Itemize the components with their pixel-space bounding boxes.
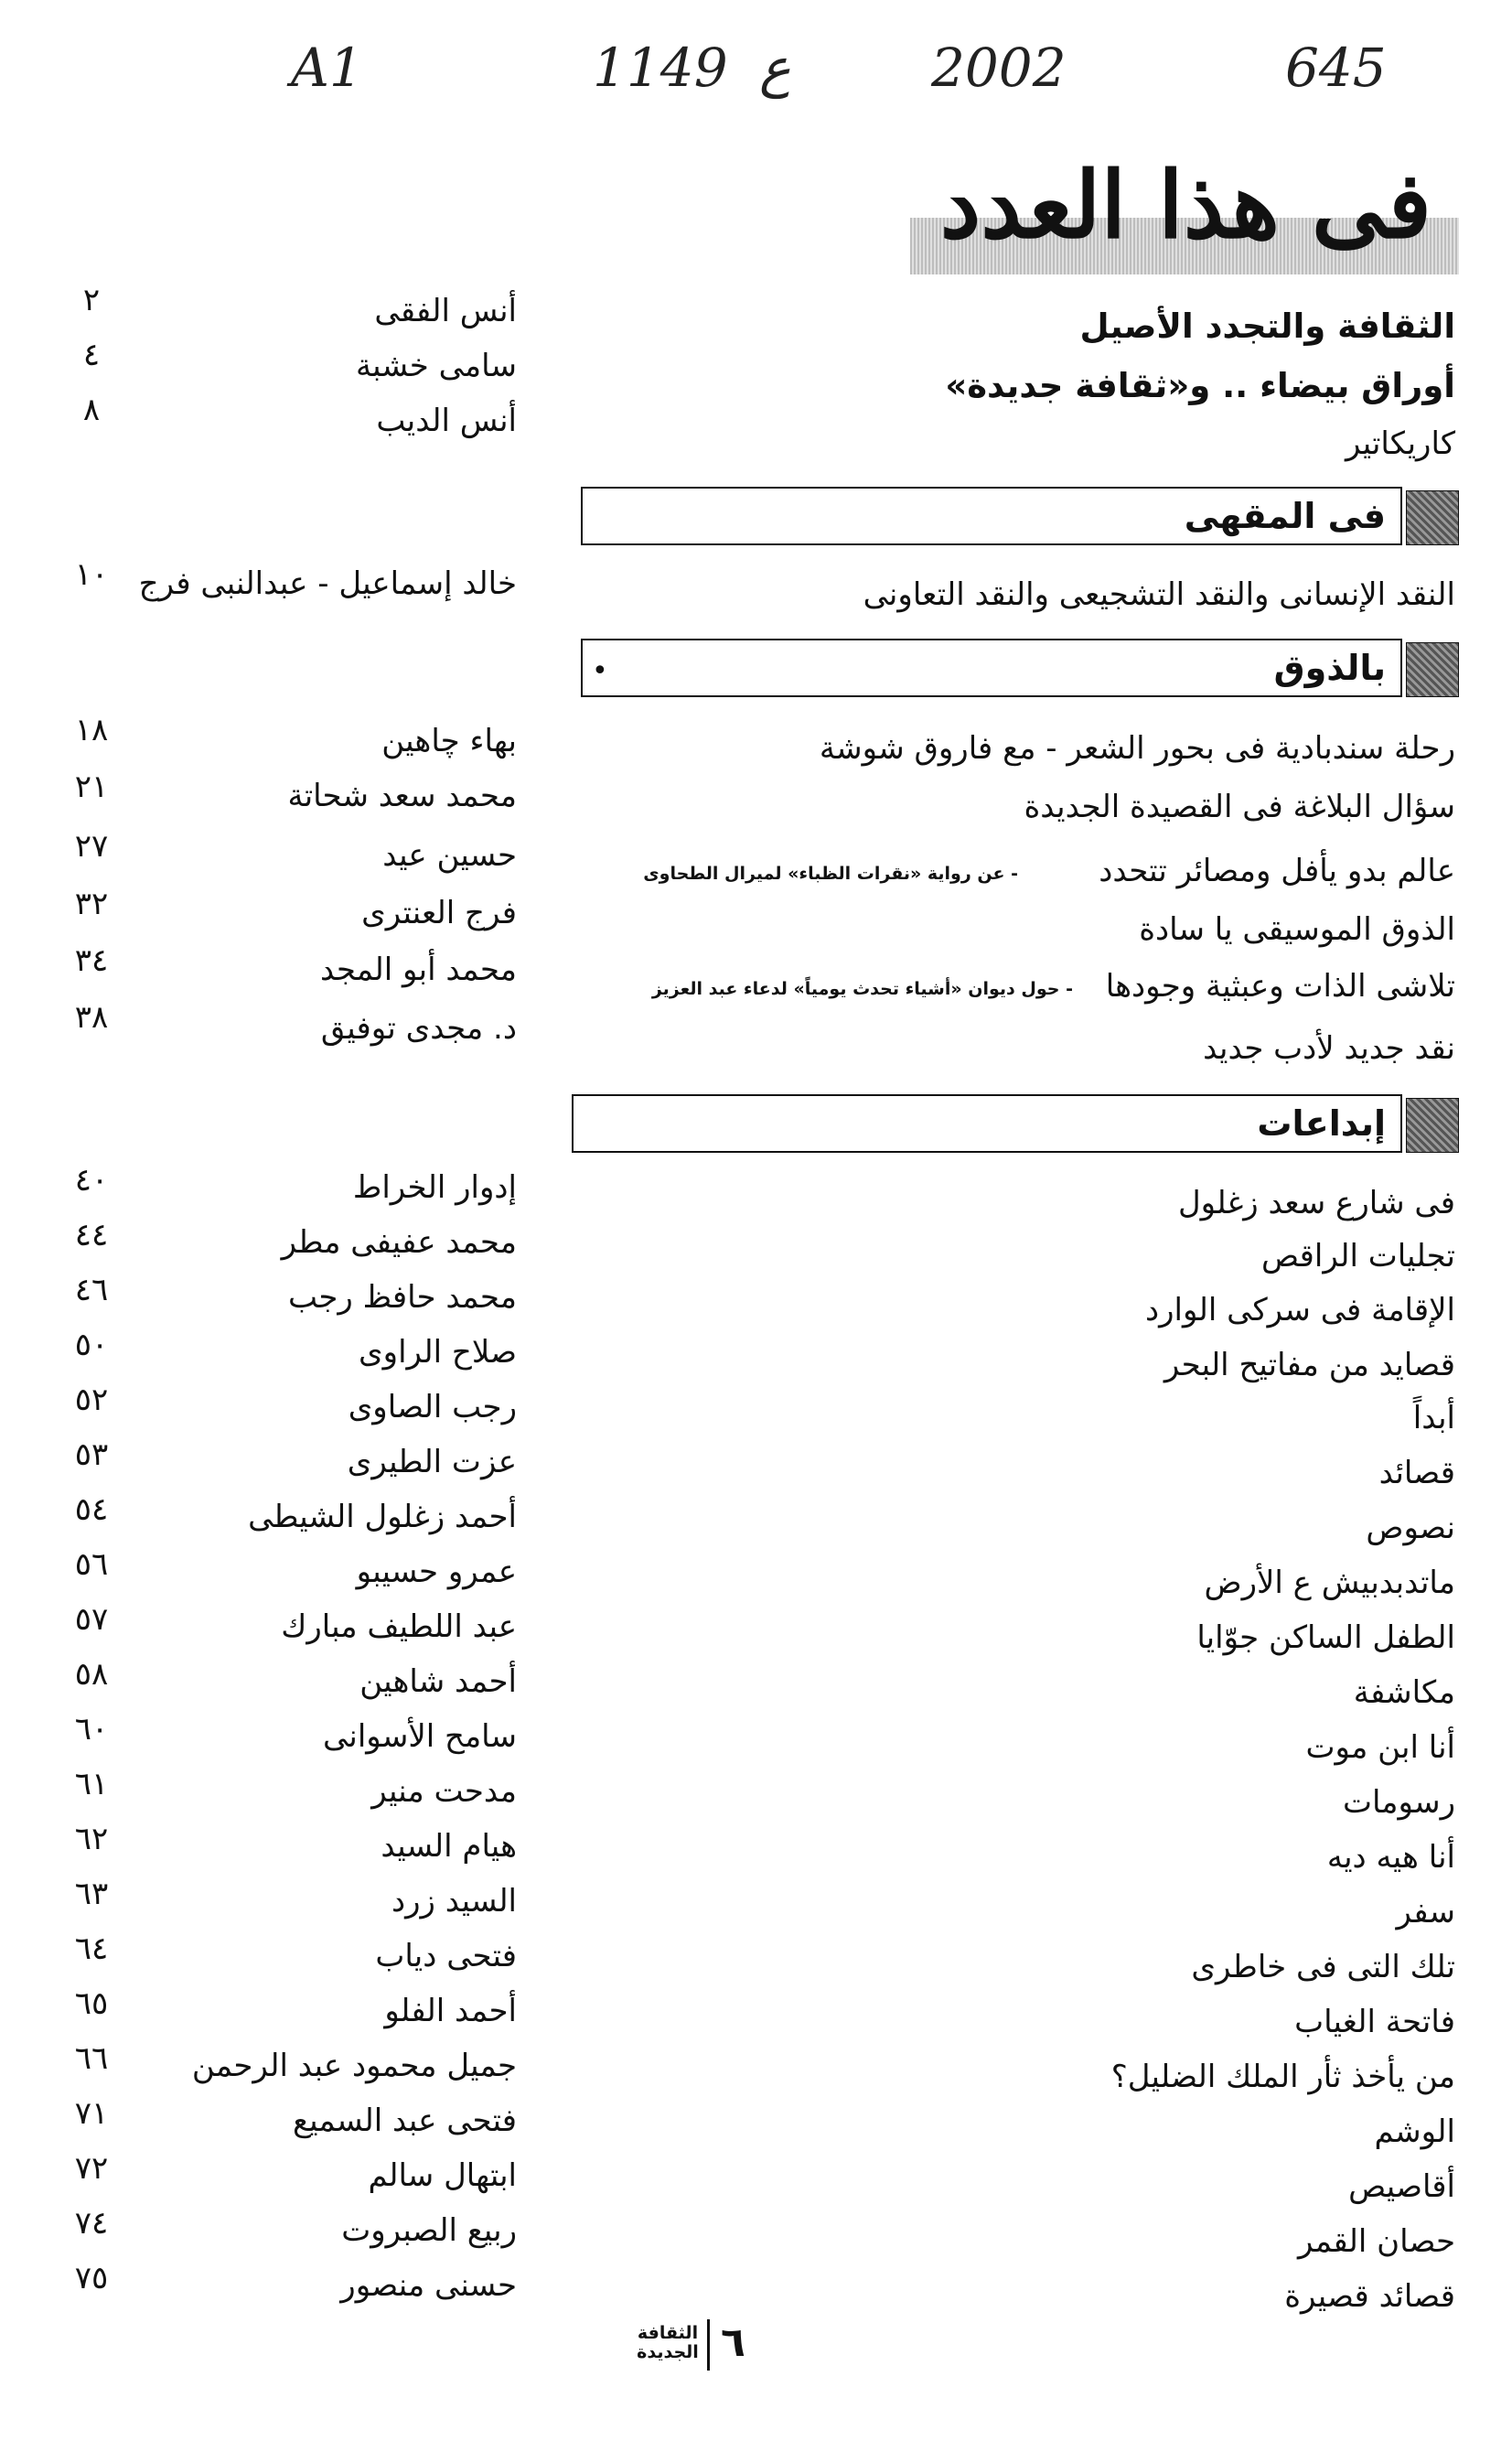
toc-page: ٣٤ bbox=[74, 942, 109, 979]
toc-page: ٥٧ bbox=[74, 1601, 109, 1638]
toc-title: سؤال البلاغة فى القصيدة الجديدة bbox=[1024, 789, 1455, 825]
handwritten-note: 645 bbox=[1285, 37, 1387, 99]
section-label: فى المقهى bbox=[1184, 496, 1386, 536]
toc-title: الطفل الساكن جوّايا bbox=[1196, 1619, 1455, 1656]
toc-author: ابتهال سالم bbox=[368, 2157, 517, 2194]
toc-author: حسنى منصور bbox=[340, 2267, 517, 2304]
toc-subtitle: - عن رواية «نقرات الظباء» لميرال الطحاوى bbox=[643, 864, 1018, 884]
toc-page: ٤ bbox=[82, 337, 101, 373]
toc-page: ٦٤ bbox=[74, 1930, 109, 1967]
handwritten-note: 2002 bbox=[931, 37, 1067, 99]
toc-title: من يأخذ ثأر الملك الضليل؟ bbox=[1110, 2059, 1455, 2095]
toc-page: ٥٠ bbox=[74, 1327, 109, 1363]
toc-author: محمد أبو المجد bbox=[319, 952, 517, 988]
toc-title: عالم بدو يأفل ومصائر تتحدد bbox=[1099, 853, 1455, 889]
toc-author: أنس الفقى bbox=[374, 293, 517, 329]
toc-title: الذوق الموسيقى يا سادة bbox=[1139, 911, 1455, 948]
toc-author: بهاء چاهين bbox=[381, 723, 517, 759]
toc-title: فاتحة الغياب bbox=[1294, 2004, 1455, 2040]
toc-author: جميل محمود عبد الرحمن bbox=[191, 2048, 517, 2084]
toc-author: مدحت منير bbox=[371, 1773, 517, 1810]
toc-page: ١٠ bbox=[74, 556, 109, 593]
toc-title: حصان القمر bbox=[1297, 2223, 1455, 2260]
stray-dot: • bbox=[592, 655, 608, 687]
toc-author: رجب الصاوى bbox=[348, 1389, 517, 1425]
toc-page: ٢٧ bbox=[74, 828, 109, 865]
section-marker bbox=[1406, 490, 1459, 545]
toc-page: ١٨ bbox=[74, 712, 109, 748]
page-number: ٦ bbox=[721, 2319, 745, 2366]
section-header bbox=[581, 639, 1459, 704]
toc-page: ٧٤ bbox=[74, 2205, 109, 2242]
toc-author: محمد سعد شحاتة bbox=[287, 778, 517, 814]
toc-page: ٦٥ bbox=[74, 1985, 109, 2022]
toc-title: أقاصيص bbox=[1348, 2168, 1455, 2205]
toc-author: صلاح الراوى bbox=[359, 1334, 517, 1371]
footer-divider bbox=[707, 2319, 710, 2371]
toc-title: قصايد من مفاتيح البحر bbox=[1163, 1347, 1455, 1383]
toc-title: الثقافة والتجدد الأصيل bbox=[1079, 306, 1455, 346]
logo-line: الجديدة bbox=[637, 2341, 699, 2362]
toc-author: فتحى عبد السميع bbox=[293, 2102, 517, 2139]
toc-page: ٧١ bbox=[74, 2095, 109, 2132]
toc-page: ٤٠ bbox=[74, 1162, 109, 1199]
toc-title: الإقامة فى سركى الوارد bbox=[1144, 1292, 1455, 1328]
toc-author: عبد اللطيف مبارك bbox=[281, 1608, 517, 1645]
toc-author: فرج العنترى bbox=[361, 895, 517, 931]
toc-title: ماتدبدبيش ع الأرض bbox=[1204, 1565, 1455, 1601]
toc-page: ٦١ bbox=[74, 1766, 109, 1802]
toc-page: ٣٨ bbox=[74, 999, 109, 1036]
toc-page: ٦٦ bbox=[74, 2040, 109, 2077]
toc-page: ٦٠ bbox=[74, 1711, 109, 1747]
toc-author: إدوار الخراط bbox=[352, 1169, 517, 1206]
toc-title: قصائد قصيرة bbox=[1284, 2278, 1455, 2315]
toc-page: ٦٢ bbox=[74, 1821, 109, 1857]
toc-title: رسومات bbox=[1342, 1784, 1455, 1821]
toc-title: النقد الإنسانى والنقد التشجيعى والنقد التعاونى bbox=[863, 576, 1455, 613]
toc-title: تجليات الراقص bbox=[1260, 1238, 1455, 1274]
toc-page: ٧٥ bbox=[74, 2260, 109, 2296]
toc-author: محمد عفيفى مطر bbox=[281, 1224, 517, 1261]
section-label: بالذوق bbox=[1273, 648, 1386, 688]
section-header bbox=[581, 487, 1459, 553]
toc-author: السيد زرد bbox=[391, 1883, 517, 1919]
toc-author: عزت الطيرى bbox=[347, 1444, 517, 1480]
toc-author: أحمد الفلو bbox=[384, 1993, 517, 2029]
toc-page: ٥٣ bbox=[74, 1436, 109, 1473]
toc-title: أنا هيه ديه bbox=[1326, 1839, 1455, 1876]
toc-author: خالد إسماعيل - عبدالنبى فرج bbox=[138, 565, 517, 602]
toc-title: نصوص bbox=[1366, 1510, 1455, 1546]
masthead bbox=[892, 151, 1459, 274]
toc-title: نقد جديد لأدب جديد bbox=[1203, 1030, 1455, 1067]
handwritten-note: A1 bbox=[291, 37, 363, 99]
toc-title: قصائد bbox=[1378, 1455, 1455, 1491]
toc-author: أحمد شاهين bbox=[359, 1663, 517, 1700]
toc-page: ٥٦ bbox=[74, 1546, 109, 1583]
toc-page: ٥٢ bbox=[74, 1382, 109, 1418]
toc-title: أنا ابن موت bbox=[1305, 1729, 1455, 1766]
toc-title: كاريكاتير bbox=[1345, 425, 1455, 462]
handwritten-note: ع bbox=[759, 37, 791, 99]
toc-author: سامح الأسوانى bbox=[323, 1718, 517, 1755]
section-marker bbox=[1406, 1098, 1459, 1153]
toc-title: أوراق بيضاء .. و«ثقافة جديدة» bbox=[945, 366, 1455, 405]
toc-author: عمرو حسيبو bbox=[356, 1554, 517, 1590]
toc-page: ٢١ bbox=[74, 769, 109, 805]
toc-author: حسين عيد bbox=[382, 837, 517, 874]
page-title: فى هذا العدد bbox=[939, 151, 1432, 259]
toc-author: فتحى دياب bbox=[375, 1938, 517, 1974]
toc-author: محمد حافظ رجب bbox=[287, 1279, 517, 1316]
toc-page: ٨ bbox=[82, 392, 101, 428]
magazine-logo bbox=[631, 2324, 704, 2362]
toc-title: تلك التى فى خاطرى bbox=[1191, 1949, 1455, 1985]
toc-title: سفر bbox=[1396, 1894, 1455, 1930]
toc-author: أنس الديب bbox=[376, 403, 517, 439]
toc-author: د. مجدى توفيق bbox=[320, 1010, 517, 1047]
toc-page: ٢ bbox=[82, 282, 101, 318]
toc-page: ٦٣ bbox=[74, 1876, 109, 1912]
toc-title: مكاشفة bbox=[1353, 1674, 1455, 1711]
section-label: إبداعات bbox=[1257, 1103, 1386, 1144]
toc-title: تلاشى الذات وعبثية وجودها bbox=[1105, 968, 1455, 1005]
toc-title: أبداً bbox=[1412, 1400, 1455, 1436]
toc-page: ٥٤ bbox=[74, 1491, 109, 1528]
toc-page: ٥٨ bbox=[74, 1656, 109, 1693]
toc-page: ٧٢ bbox=[74, 2150, 109, 2187]
section-marker bbox=[1406, 642, 1459, 697]
toc-author: أحمد زغلول الشيطى bbox=[248, 1499, 517, 1535]
toc-page: ٣٢ bbox=[74, 886, 109, 922]
section-header bbox=[572, 1094, 1459, 1160]
toc-author: هيام السيد bbox=[381, 1828, 517, 1865]
toc-subtitle: - حول ديوان «أشياء تحدث يومياً» لدعاء عبد العزيز bbox=[651, 979, 1073, 999]
toc-page: ٤٦ bbox=[74, 1272, 109, 1308]
toc-author: سامى خشبة bbox=[355, 348, 517, 384]
toc-author: ربيع الصبروت bbox=[341, 2212, 517, 2249]
toc-page: ٤٤ bbox=[74, 1217, 109, 1253]
toc-title: فى شارع سعد زغلول bbox=[1177, 1185, 1455, 1221]
handwritten-note: 1149 bbox=[593, 37, 728, 99]
logo-line: الثقافة bbox=[637, 2323, 699, 2343]
toc-title: رحلة سندبادية فى بحور الشعر - مع فاروق شوشة bbox=[819, 730, 1455, 767]
toc-title: الوشم bbox=[1374, 2113, 1455, 2150]
